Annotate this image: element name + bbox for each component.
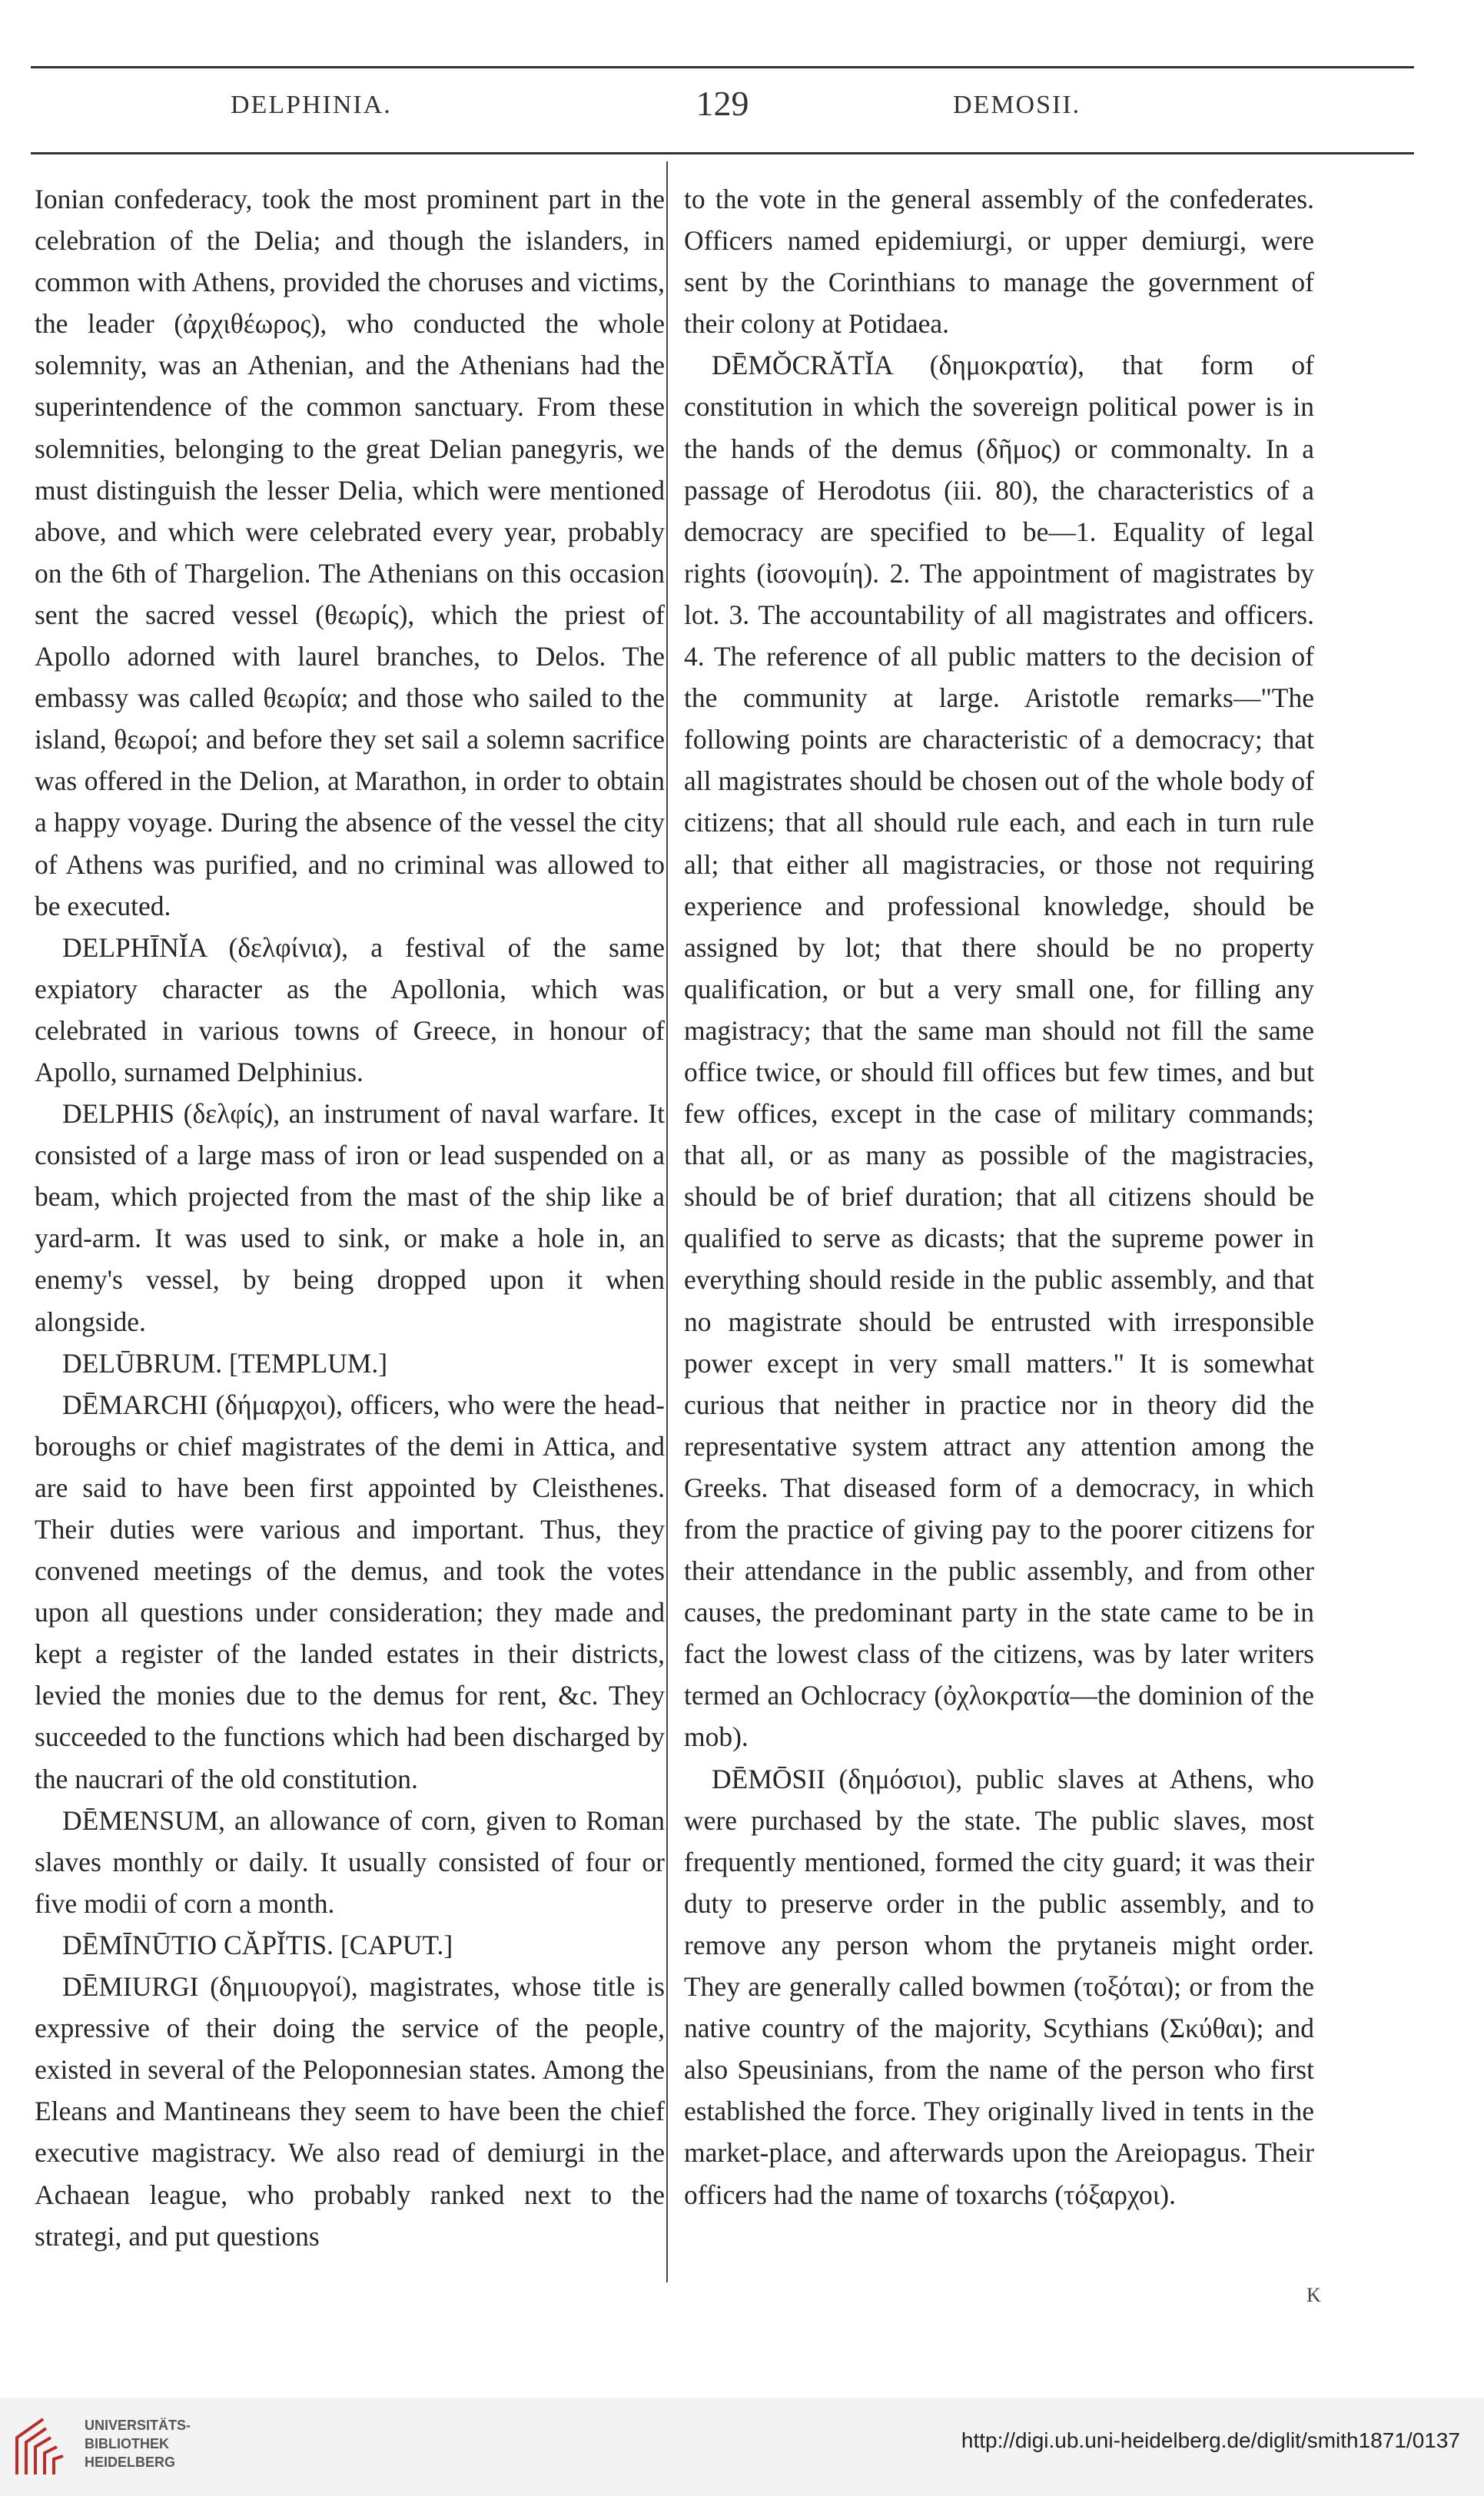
catchword: K [1306,2284,1321,2306]
running-head-right: DEMOSII. [953,91,1081,119]
entry-democratia: DĒMŎCRĂTĬA (δημοκρατία), that form of constitution in which the sovereign political power is in the hands of the demus (δῆμος) or commonalty. In a passage of Herodotus (iii. 80), the characteristics of a democracy are specified to be—1. Equality of legal rights (ἰσονομίη). 2. The appointment of magistrates by lot. 3. The accountability of all magistrates and officers. 4. The reference of all public matters to the decision of the community at large. Aristotle remarks—"The following points are characteristic of a democracy; that all magistrates should be chosen out of the whole body of citizens; that all should rule each, and each in turn rule all; that either all magistracies, or those not requiring experience and professional knowledge, should be assigned by lot; that there should be no property qualification, or but a very small one, for filling any magistracy; that the same man should not fill the same office twice, or should fill offices but few times, and but few offices, except in the case of military commands; that all, or as many as possible of the magistracies, should be of brief duration; that all citizens should be qualified to serve as dicasts; that the supreme power in everything should reside in the public assembly, and that no magistrate should be entrusted with irresponsible power except in very small matters." It is somewhat curious that neither in practice nor in theory did the representative system attract any attention among the Greeks. That diseased form of a democracy, in which from the practice of giving pay to the poorer citizens for their attendance in the public assembly, and from other causes, the predominant party in the state came to be in fact the lowest class of the citizens, was by later writers termed an Ochlocracy (ὀχλοκρατία—the dominion of the mob). [684,350,1314,1753]
left-column [35,178,665,2257]
paragraph-demiurgi-cont: to the vote in the general assembly of the confederates. Officers named epidemiurgi, or upper demiurgi, were sent by the Corinthians to manage the government of their colony at Potidaea. [684,184,1314,340]
permalink-url[interactable]: http://digi.ub.uni-heidelberg.de/diglit/smith1871/0137 [961,2428,1460,2452]
library-line-3: HEIDELBERG [85,2455,176,2470]
page-number: 129 [696,84,749,123]
running-head-left: DELPHINIA. [231,91,392,119]
entry-demarchi: DĒMARCHI (δήμαρχοι), officers, who were the head-boroughs or chief magistrates of the demi in Attica, and are said to have been first appointed by Cleisthenes. Their duties were various and important. Thus, they convened meetings of the demus, and took the votes upon all questions under consideration; they made and kept a register of the landed estates in their districts, levied the monies due to the demus for rent, &c. They succeeded to the functions which had been discharged by the naucrari of the old constitution. [35,1389,665,1794]
header-rule-bottom [31,152,1414,154]
paragraph-ionian: Ionian confederacy, took the most prominent part in the celebration of the Delia; and though the islanders, in common with Athens, provided the choruses and victims, the leader (ἀρχιθέωρος), who conducted the whole solemnity, was an Athenian, and the Athenians had the superintendence of the common sanctuary. From these solemnities, belonging to the great Delian panegyris, we must distinguish the lesser Delia, which were mentioned above, and which were celebrated every year, probably on the 6th of Thargelion. The Athenians on this occasion sent the sacred vessel (θεωρίς), which the priest of Apollo adorned with laurel branches, to Delos. The embassy was called θεωρία; and those who sailed to the island, θεωροί; and before they set sail a solemn sacrifice was offered in the Delion, at Marathon, in order to obtain a happy voyage. During the absence of the vessel the city of Athens was purified, and no criminal was allowed to be executed. [35,184,665,921]
entry-demensum: DĒMENSUM, an allowance of corn, given to Roman slaves monthly or daily. It usually consisted of four or five modii of corn a month. [35,1804,665,1919]
entry-delphinia: DELPHĪNĬA (δελφίνια), a festival of the same expiatory character as the Apollonia, which was celebrated in various towns of Greece, in honour of Apollo, surnamed Delphinius. [35,931,665,1087]
library-line-2: BIBLIOTHEK [85,2436,169,2451]
library-name [85,2416,191,2471]
entry-deminutio-capitis: DĒMĪNŪTIO CĂPĬTIS. [CAPUT.] [62,1929,453,1960]
header-rule-top [31,66,1414,68]
column-divider [666,161,668,2282]
entry-demiurgi: DĒMIURGI (δημιουργοί), magistrates, whose title is expressive of their doing the service of the people, existed in several of the Peloponnesian states. Among the Eleans and Mantineans they seem to have been the chief executive magistracy. We also read of demiurgi in the Achaean league, who probably ranked next to the strategi, and put questions [35,1971,665,2252]
entry-delphis: DELPHIS (δελφίς), an instrument of naval warfare. It consisted of a large mass of iron or lead suspended on a beam, which projected from the mast of the ship like a yard-arm. It was used to sink, or make a hole in, an enemy's vessel, by being dropped upon it when alongside. [35,1098,665,1337]
entry-demosii: DĒMŌSII (δημόσιοι), public slaves at Athens, who were purchased by the state. The public slaves, most frequently mentioned, formed the city guard; it was their duty to preserve order in the public assembly, and to remove any person whom the prytaneis might order. They are generally called bowmen (τοξόται); or from the native country of the majority, Scythians (Σκύθαι); and also Speusinians, from the name of the person who first established the force. They originally lived in tents in the market-place, and afterwards upon the Areiopagus. Their officers had the name of toxarchs (τόξαρχοι). [684,1763,1314,2210]
right-column [684,178,1314,2216]
library-line-1: UNIVERSITÄTS- [85,2418,191,2433]
page-header [31,84,1414,140]
university-logo-icon [12,2415,74,2479]
entry-delubrum: DELŪBRUM. [TEMPLUM.] [62,1347,388,1379]
